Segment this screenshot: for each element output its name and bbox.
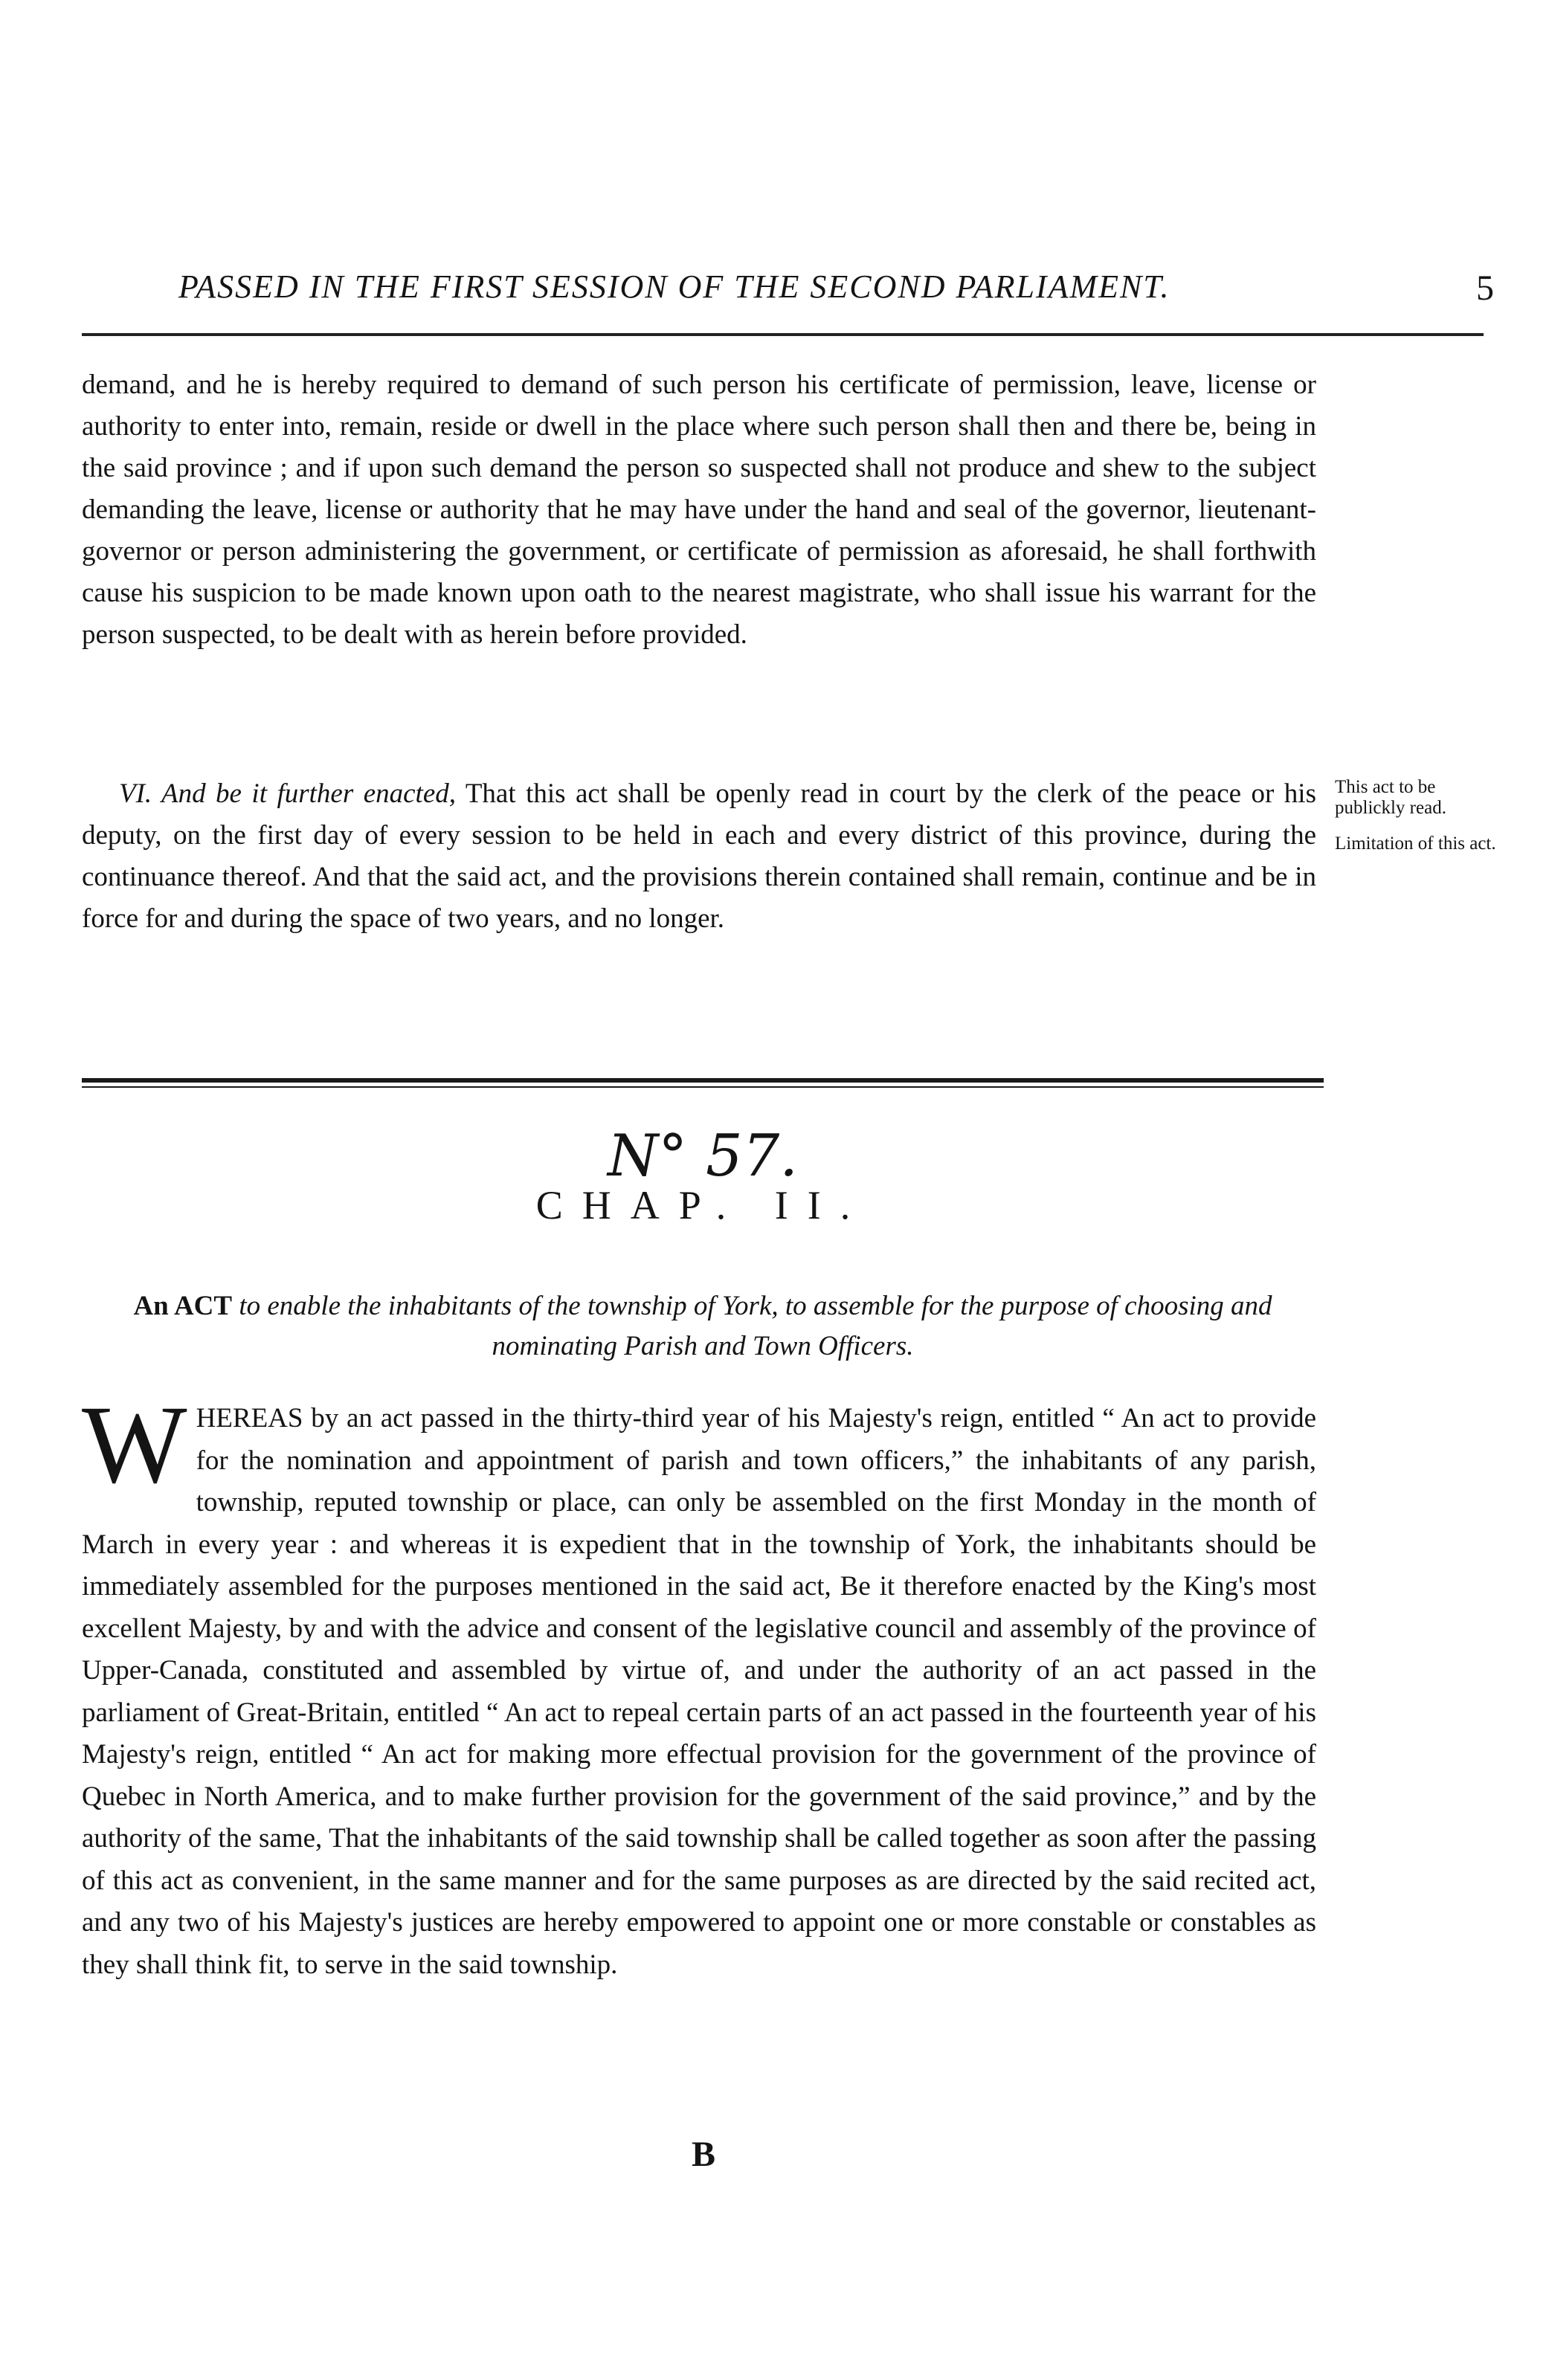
act-title-rest: to enable the inhabitants of the township of York, to assemble for the purpose of choosing and nominating Parish and Town Officers. — [239, 1291, 1272, 1361]
signature-mark: B — [692, 2135, 716, 2174]
chapter-body-text: HEREAS by an act passed in the thirty-third year of his Majesty's reign, entitled “ An act to provide for the nomination and appointment of parish and town officers,” the inhabitants of any parish, township, reputed township or place, can only be assembled on the first Monday in the month of March in every year : and whereas it is expedient that in the township of York, the inhabitants should be immediately assembled for the purposes mentioned in the said act, Be it therefore enacted by the King's most excellent Majesty, by and with the advice and consent of the legislative council and assembly of the province of Upper-Canada, constituted and assembled by virtue of, and under the authority of an act passed in the parliament of Great-Britain, entitled “ An act to repeal certain parts of an act passed in the fourteenth year of his Majesty's reign, entitled “ An act for making more effectual provision for the government of the province of Quebec in North America, and to make further provision for the government of the said province,” and by the authority of the same, That the inhabitants of the said township shall be called together as soon after the passing of this act as convenient, in the same manner and for the same purposes as are directed by the said recited act, and any two of his Majesty's justices are hereby empowered to appoint one or more constable or constables as they shall think fit, to serve in the said township. — [82, 1403, 1316, 1980]
section-vi-lead: VI. And be it further enacted, — [119, 778, 456, 809]
drop-cap: W — [82, 1383, 187, 1506]
act-title — [82, 1286, 1324, 1367]
handwritten-number: N° 57. — [607, 1123, 799, 1190]
section-vi-text: That this act shall be openly read in court by the clerk of the peace or his deputy, on the first day of every session to be held in each and every district of this province, during the continuance thereof. And that the said act, and the provisions therein contained shall remain, continue and be in force for and during the space of two years, and no longer. — [82, 778, 1316, 934]
margin-note-limitation: Limitation of this act. — [1335, 833, 1496, 854]
page-number: 5 — [1476, 268, 1494, 308]
chapter-body — [82, 1383, 1316, 1986]
header-rule — [82, 333, 1484, 336]
chapter-divider-thin — [82, 1086, 1324, 1088]
act-title-lead: An ACT — [133, 1291, 233, 1321]
chapter-divider-thick — [82, 1078, 1324, 1083]
margin-note-read: This act to be publickly read. — [1335, 777, 1446, 818]
running-head: PASSED IN THE FIRST SESSION OF THE SECOND PARLIAMENT. — [178, 268, 1170, 305]
section-vi — [82, 773, 1316, 940]
margin-notes — [1335, 777, 1506, 869]
section-v-continuation: demand, and he is hereby required to demand of such person his certificate of permission, leave, license or authority to enter into, remain, reside or dwell in the place where such person shall then and there be, being in the said province ; and if upon such demand the person so suspected shall not produce and shew to the subject demanding the leave, license or authority that he may have under the hand and seal of the governor, lieutenant-governor or person administering the government, or certificate of permission as aforesaid, he shall forthwith cause his suspicion to be made known upon oath to the nearest magistrate, who shall issue his warrant for the person suspected, to be dealt with as herein before provided. — [82, 370, 1316, 650]
chapter-heading: CHAP. II. — [535, 1183, 870, 1228]
